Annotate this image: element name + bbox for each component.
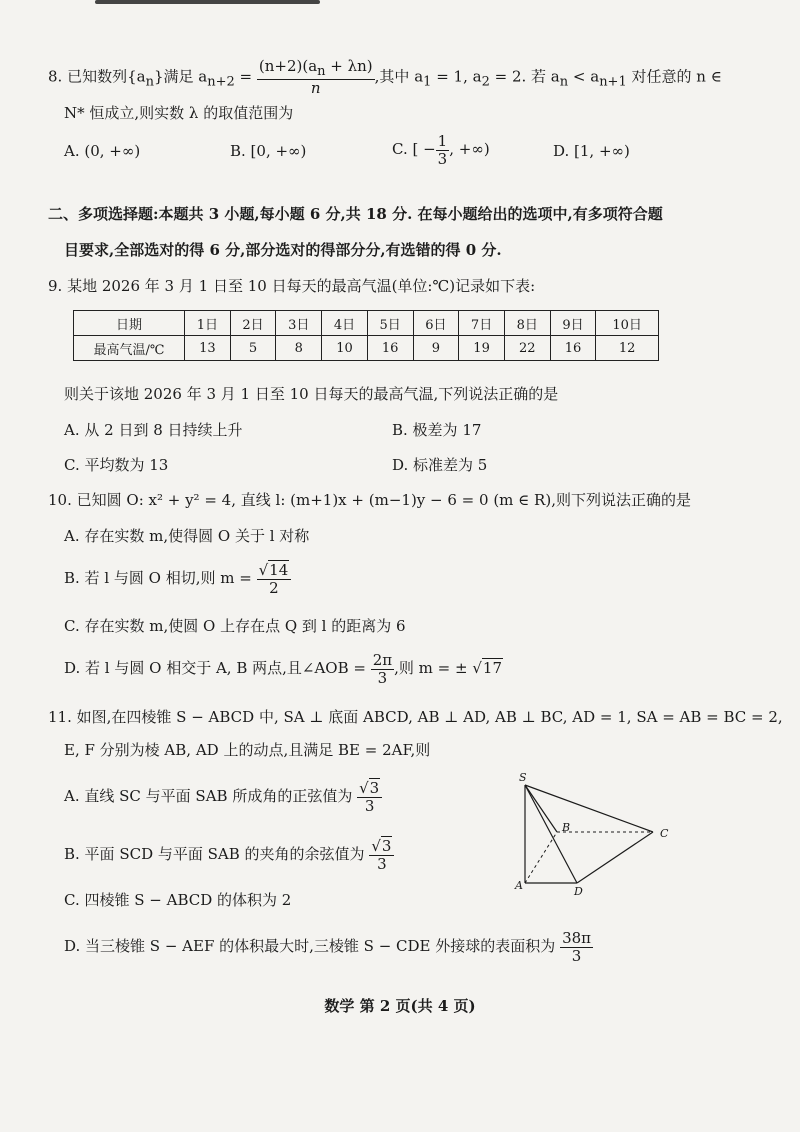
q9-option-d: D. 标准差为 5 bbox=[392, 456, 488, 474]
temperature-table bbox=[73, 310, 659, 361]
q10-stem: 10. 已知圆 O: x² + y² = 4, 直线 l: (m+1)x + (m−1)y − 6 = 0 (m ∈ R),则下列说法正确的是 bbox=[48, 491, 691, 509]
q8-fraction: $\frac{(n+2)(a_n + \lambda n)}{n}$ bbox=[258, 57, 373, 98]
table-cell: 5日 bbox=[367, 311, 413, 336]
table-cell: 16 bbox=[550, 336, 596, 361]
vertex-label-a: A bbox=[515, 879, 523, 892]
page-top-edge bbox=[95, 0, 320, 4]
vertex-label-b: B bbox=[562, 821, 571, 834]
table-cell: 2日 bbox=[230, 311, 276, 336]
table-cell: 9 bbox=[413, 336, 459, 361]
table-cell: 6日 bbox=[413, 311, 459, 336]
table-row-dates bbox=[74, 311, 659, 336]
table-cell: 13 bbox=[185, 336, 231, 361]
q8-option-d: D. [1, +∞) bbox=[553, 142, 630, 160]
table-cell: 10 bbox=[322, 336, 368, 361]
table-cell: 16 bbox=[367, 336, 413, 361]
table-cell: 4日 bbox=[322, 311, 368, 336]
page-footer: 数学 第 2 页(共 4 页) bbox=[324, 997, 476, 1015]
q9-stem: 9. 某地 2026 年 3 月 1 日至 10 日每天的最高气温(单位:℃)记录如下表: bbox=[48, 277, 536, 295]
q10-option-b: B. 若 l 与圆 O 相切,则 m = $\frac{√14}{2}$ bbox=[64, 562, 291, 596]
q10-option-d: D. 若 l 与圆 O 相交于 A, B 两点,且∠AOB = $\frac{2\pi}{3}$ ,则 m = ± √17 bbox=[64, 651, 503, 687]
table-cell: 日期 bbox=[74, 311, 185, 336]
table-cell: 8日 bbox=[504, 311, 550, 336]
q8-stem: 8. 已知数列$\{a_n\}$满足 $a_{n+2}$ = $\frac{(n+2)(a_n + \lambda n)}{n}$ ,其中 $a_1 = 1$, $a_2 = 2$. 若 $a_n < a_{n+1}$ 对任意的 n ∈ bbox=[48, 57, 722, 98]
q8-option-c: C. [ − $\frac{1}{3}$ , +∞) bbox=[392, 132, 490, 168]
q8-option-a: A. (0, +∞) bbox=[64, 142, 141, 160]
table-cell: 8 bbox=[276, 336, 322, 361]
edge-sc bbox=[525, 785, 653, 832]
q11-option-c: C. 四棱锥 S − ABCD 的体积为 2 bbox=[64, 891, 292, 909]
q9-question: 则关于该地 2026 年 3 月 1 日至 10 日每天的最高气温,下列说法正确的是 bbox=[64, 385, 559, 403]
vertex-label-d: D bbox=[574, 885, 583, 895]
edge-sb bbox=[525, 785, 557, 832]
table-cell: 3日 bbox=[276, 311, 322, 336]
vertex-label-s: S bbox=[519, 771, 527, 784]
q9-option-c: C. 平均数为 13 bbox=[64, 456, 169, 474]
q8-option-b: B. [0, +∞) bbox=[230, 142, 307, 160]
table-cell: 10日 bbox=[596, 311, 659, 336]
table-cell: 1日 bbox=[185, 311, 231, 336]
q11-option-d: D. 当三棱锥 S − AEF 的体积最大时,三棱锥 S − CDE 外接球的表面积为 $\frac{38\pi}{3}$ bbox=[64, 929, 592, 965]
q9-option-b: B. 极差为 17 bbox=[392, 421, 482, 439]
edge-sd bbox=[525, 785, 577, 883]
section2-heading-line2: 目要求,全部选对的得 6 分,部分选对的得部分分,有选错的得 0 分. bbox=[64, 241, 502, 259]
table-cell: 22 bbox=[504, 336, 550, 361]
q11-stem-line2: E, F 分别为棱 AB, AD 上的动点,且满足 BE = 2AF,则 bbox=[64, 741, 431, 759]
q8-stem-line2: N* 恒成立,则实数 λ 的取值范围为 bbox=[64, 104, 294, 122]
table-cell: 7日 bbox=[459, 311, 505, 336]
section2-heading-line1: 二、多项选择题:本题共 3 小题,每小题 6 分,共 18 分. 在每小题给出的选项中,有多项符合题 bbox=[48, 205, 663, 223]
table-cell: 9日 bbox=[550, 311, 596, 336]
table-cell: 最高气温/℃ bbox=[74, 336, 185, 361]
table-cell: 5 bbox=[230, 336, 276, 361]
vertex-label-c: C bbox=[660, 827, 669, 840]
edge-ab-hidden bbox=[525, 832, 557, 883]
q10-option-a: A. 存在实数 m,使得圆 O 关于 l 对称 bbox=[64, 527, 310, 545]
table-row-temps bbox=[74, 336, 659, 361]
edge-dc bbox=[577, 832, 653, 883]
q11-stem-line1: 11. 如图,在四棱锥 S − ABCD 中, SA ⊥ 底面 ABCD, AB ⊥ AD, AB ⊥ BC, AD = 1, SA = AB = BC = 2, bbox=[48, 708, 783, 726]
q10-option-c: C. 存在实数 m,使圆 O 上存在点 Q 到 l 的距离为 6 bbox=[64, 617, 406, 635]
q11-option-b: B. 平面 SCD 与平面 SAB 的夹角的余弦值为 $\frac{√3}{3}$ bbox=[64, 838, 394, 872]
table-cell: 12 bbox=[596, 336, 659, 361]
pyramid-figure bbox=[505, 765, 685, 895]
table-cell: 19 bbox=[459, 336, 505, 361]
q9-option-a: A. 从 2 日到 8 日持续上升 bbox=[64, 421, 243, 439]
q11-option-a: A. 直线 SC 与平面 SAB 所成角的正弦值为 $\frac{√3}{3}$ bbox=[64, 780, 382, 814]
